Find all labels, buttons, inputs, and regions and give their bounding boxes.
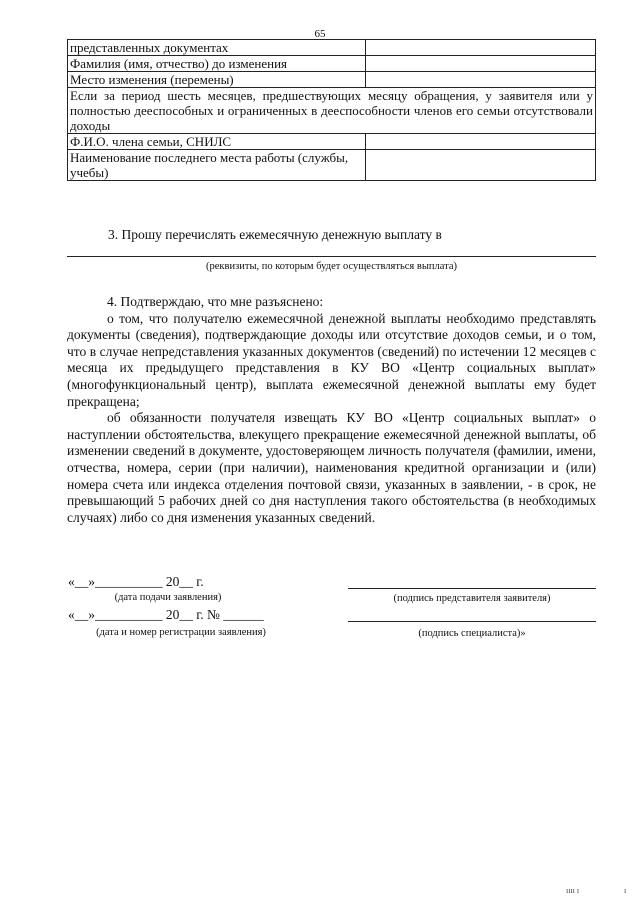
item3-text: 3. Прошу перечислять ежемесячную денежную выплату в — [108, 227, 442, 242]
corner-mark: ı — [624, 886, 627, 895]
corner-mark: ıııı ı — [566, 886, 580, 895]
row-label-full: Если за период шесть месяцев, предшествующих месяцу обращения, у заявителя или у полностью дееспособных и ограниченных в дееспособности членов его семьи отсутствовали доходы — [68, 88, 596, 134]
row-label: Место изменения (перемены) — [68, 72, 366, 88]
submission-date-line: «__»__________ 20__ г. — [68, 574, 204, 589]
table-row — [68, 88, 596, 134]
representative-signature-caption: (подпись представителя заявителя) — [393, 593, 551, 604]
table-row — [68, 56, 596, 72]
item4-paragraph-1: о том, что получателю ежемесячной денежной выплаты необходимо представлять документы (сведения), подтверждающие доходы или отсутствие доходов семьи, и о том, что в случае непредставления указанных документов (сведений) по истечении 12 месяцев с месяца их предыдущего представления в КУ ВО «Центр социальных выплат» (многофункциональный центр), выплата ежемесячной денежной выплаты ему будет прекращена; — [67, 310, 596, 409]
row-value — [366, 150, 596, 181]
form-table — [67, 39, 596, 181]
item4-section — [67, 294, 596, 526]
row-label: представленных документах — [68, 40, 366, 56]
specialist-signature-line — [348, 621, 596, 622]
submission-date-caption: (дата подачи заявления) — [114, 592, 222, 603]
table-row — [68, 72, 596, 88]
registration-date-caption: (дата и номер регистрации заявления) — [96, 627, 266, 638]
representative-signature-line — [348, 588, 596, 589]
row-value — [366, 56, 596, 72]
row-value — [366, 72, 596, 88]
row-value — [366, 134, 596, 150]
item4-paragraph-2: об обязанности получателя извещать КУ ВО «Центр социальных выплат» о наступлении обстоятельства, влекущего прекращение ежемесячной денежной выплаты, об изменении сведений в документе, удостоверяющем личность получателя (фамилии, имени, отчества, номера, серии (при наличии), наименования кредитной организации и (или) номера счета или индекса отделения почтовой связи, указанных в заявлении, - в срок, не превышающий 5 рабочих дней со дня наступления такого обстоятельства (в необходимых случаях) либо со дня изменения указанных сведений. — [67, 410, 596, 525]
item4-heading: 4. Подтверждаю, что мне разъяснено: — [107, 294, 324, 309]
row-label: Фамилия (имя, отчество) до изменения — [68, 56, 366, 72]
table-row — [68, 150, 596, 181]
row-label: Ф.И.О. члена семьи, СНИЛС — [68, 134, 366, 150]
item3-fill-line — [67, 256, 596, 257]
specialist-signature-caption: (подпись специалиста)» — [418, 628, 526, 639]
row-label: Наименование последнего места работы (службы, учебы) — [68, 150, 366, 181]
item3-caption: (реквизиты, по которым будет осуществляться выплата) — [206, 261, 457, 272]
row-value — [366, 40, 596, 56]
table-row — [68, 134, 596, 150]
registration-date-line: «__»__________ 20__ г. № ______ — [68, 607, 264, 622]
page-number: 65 — [314, 28, 326, 40]
table-row — [68, 40, 596, 56]
